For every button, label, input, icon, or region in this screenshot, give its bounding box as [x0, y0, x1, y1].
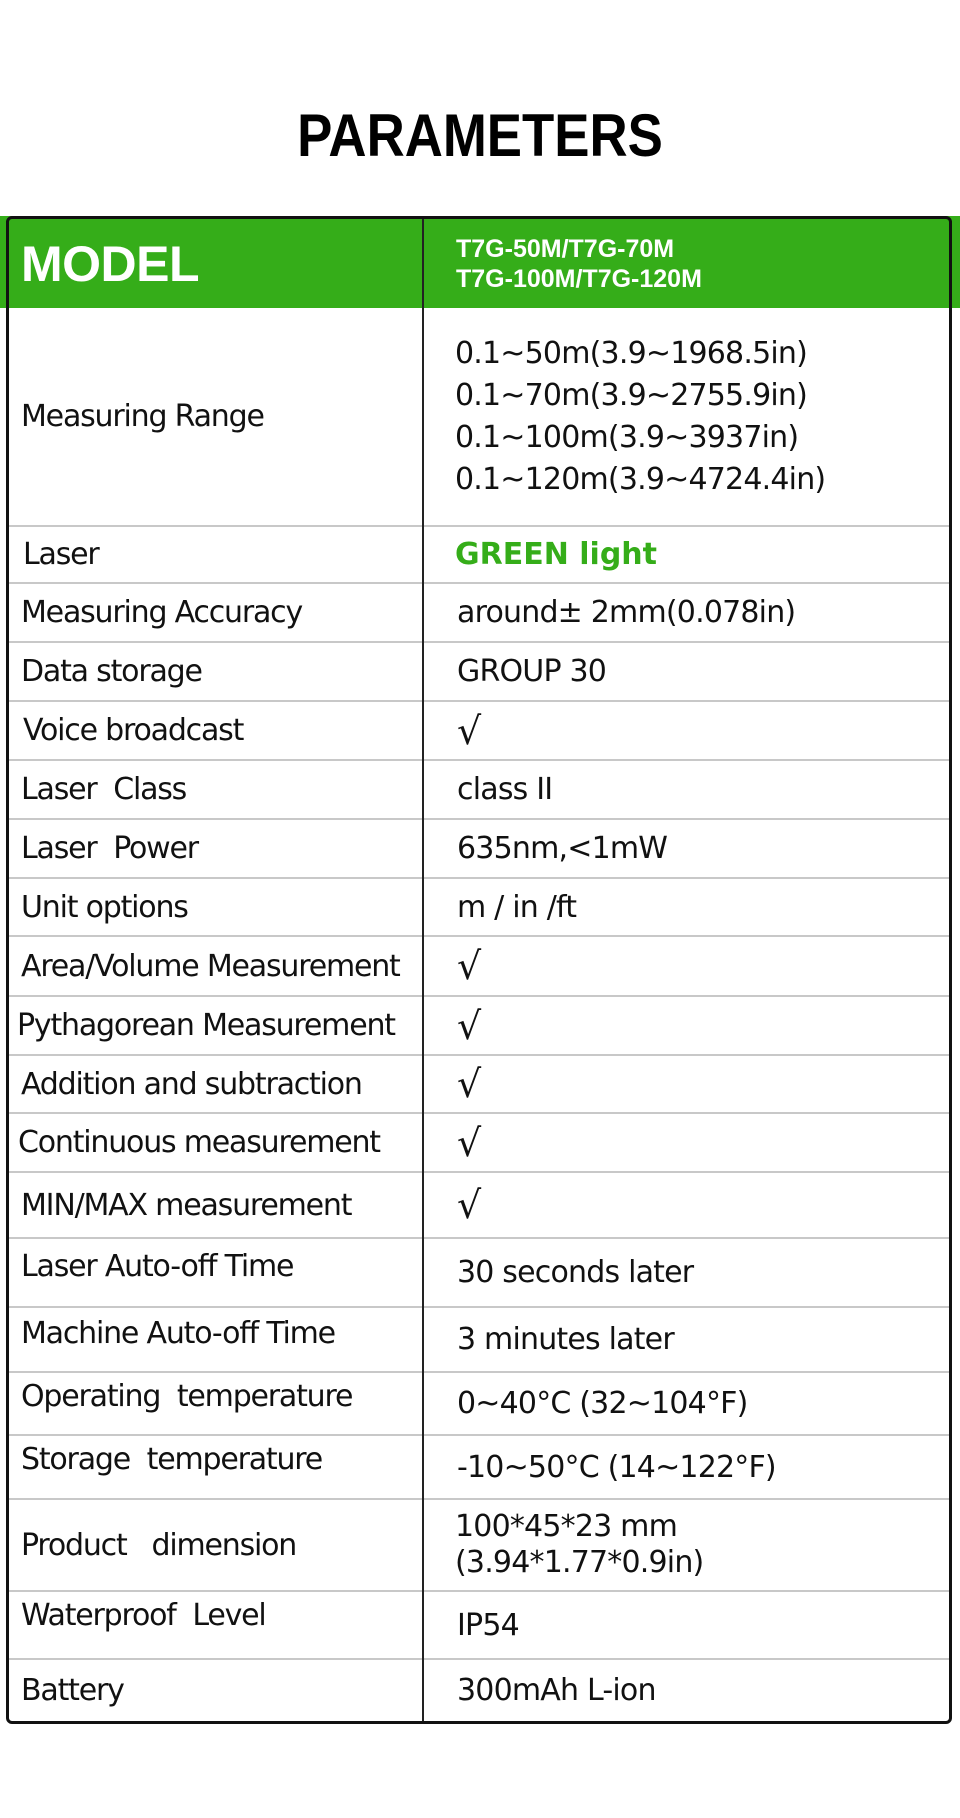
spec-value: IP54: [457, 1607, 519, 1643]
model-list-line-2: T7G-100M/T7G-120M: [456, 264, 702, 293]
spec-label: Addition and subtraction: [21, 1066, 362, 1102]
spec-value: -10~50°C (14~122°F): [457, 1449, 776, 1485]
spec-value: around± 2mm(0.078in): [457, 595, 796, 630]
range-70m: 0.1~70m(3.9~2755.9in): [455, 377, 808, 413]
spec-value: 3 minutes later: [457, 1322, 674, 1357]
spec-label: Measuring Accuracy: [21, 595, 302, 630]
range-120m: 0.1~120m(3.9~4724.4in): [455, 461, 826, 497]
spec-label: Continuous measurement: [18, 1125, 380, 1160]
spec-table-border: [6, 216, 952, 1724]
model-header-label: MODEL: [21, 235, 200, 292]
spec-label: Battery: [21, 1673, 124, 1708]
model-list-line-1: T7G-50M/T7G-70M: [456, 234, 675, 263]
checkmark-icon: √: [457, 944, 481, 988]
checkmark-icon: √: [457, 1120, 481, 1165]
spec-label: Pythagorean Measurement: [17, 1008, 395, 1043]
page-title: PARAMETERS: [297, 102, 663, 169]
dimension-in: (3.94*1.77*0.9in): [455, 1545, 704, 1580]
spec-label: Laser Class: [21, 772, 187, 807]
checkmark-icon: √: [457, 1003, 481, 1048]
laser-color-value: GREEN light: [455, 537, 658, 572]
spec-value: 300mAh L-ion: [457, 1673, 656, 1708]
dimension-mm: 100*45*23 mm: [455, 1509, 677, 1544]
spec-label: Laser: [23, 537, 99, 572]
checkmark-icon: √: [457, 708, 481, 753]
spec-label: Product dimension: [21, 1527, 297, 1563]
spec-label: Unit options: [21, 889, 188, 925]
spec-label: Area/Volume Measurement: [21, 948, 400, 984]
checkmark-icon: √: [457, 1062, 481, 1106]
spec-label: Data storage: [21, 654, 202, 689]
spec-value: 635nm,<1mW: [457, 831, 668, 866]
spec-value: GROUP 30: [457, 654, 607, 689]
spec-value: class II: [457, 772, 553, 807]
spec-label: Laser Power: [21, 831, 198, 866]
spec-label: MIN/MAX measurement: [21, 1187, 352, 1223]
spec-value: 0~40°C (32~104°F): [457, 1386, 748, 1421]
spec-label: Measuring Range: [21, 399, 264, 434]
spec-value: m / in /ft: [457, 889, 577, 925]
checkmark-icon: √: [457, 1183, 481, 1227]
range-100m: 0.1~100m(3.9~3937in): [455, 419, 799, 455]
range-50m: 0.1~50m(3.9~1968.5in): [455, 335, 808, 371]
spec-label: Laser Auto-off Time: [21, 1249, 294, 1284]
spec-label: Operating temperature: [21, 1379, 353, 1414]
spec-label: Waterproof Level: [21, 1598, 266, 1633]
spec-label: Machine Auto-off Time: [21, 1316, 335, 1351]
spec-label: Voice broadcast: [23, 713, 244, 748]
spec-value: 30 seconds later: [457, 1255, 694, 1290]
spec-label: Storage temperature: [21, 1442, 323, 1477]
